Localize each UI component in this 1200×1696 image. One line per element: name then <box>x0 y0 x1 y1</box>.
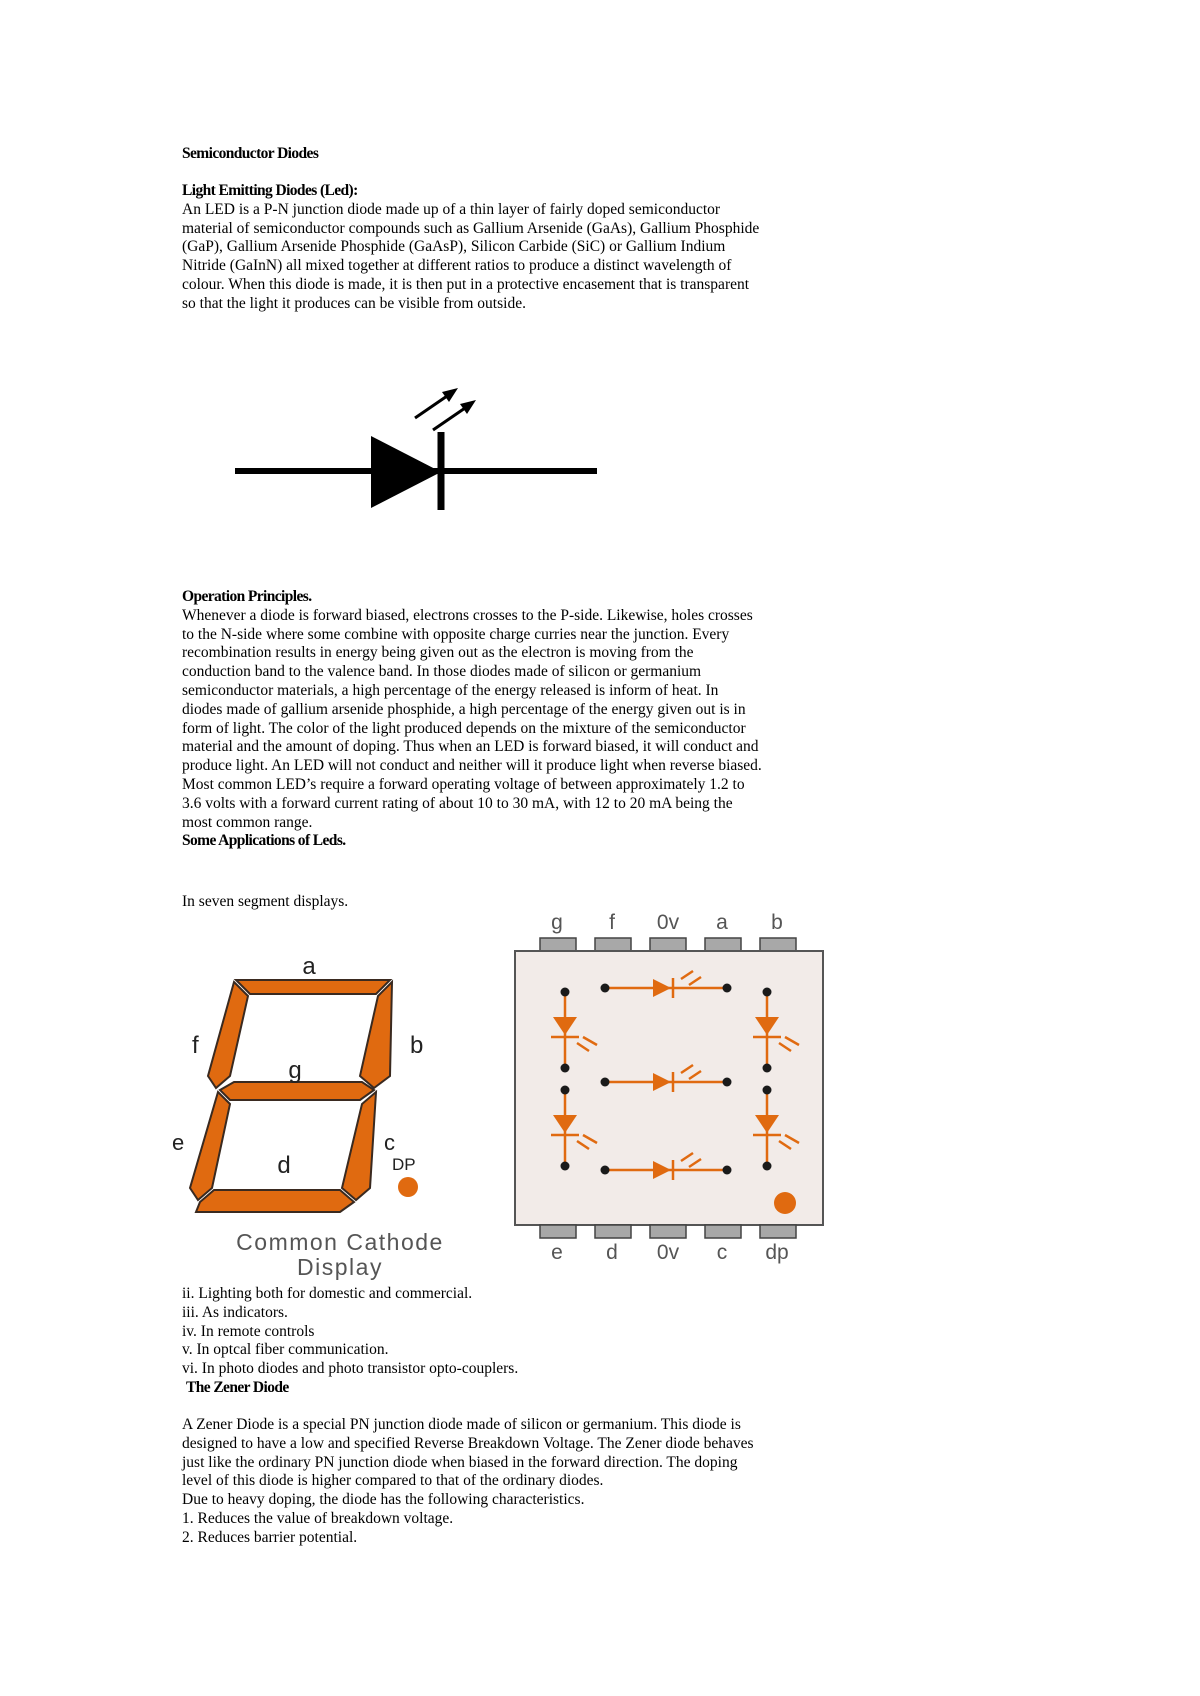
zener-paragraph-2: Due to heavy doping, the diode has the following characteristics. <box>182 1491 585 1509</box>
led-symbol-diagram <box>225 380 605 520</box>
application-item-5: v. In optcal fiber communication. <box>182 1341 389 1359</box>
pin-label-top-1: g <box>551 911 563 934</box>
segment-c <box>342 1092 376 1200</box>
label-a: a <box>302 953 316 980</box>
label-d: d <box>277 1152 291 1179</box>
zener-section <box>182 1416 762 1548</box>
application-item-2: ii. Lighting both for domestic and commercial. <box>182 1285 473 1302</box>
label-e: e <box>172 1130 185 1155</box>
segment-dp-dot <box>398 1177 418 1197</box>
caption-display: Display <box>297 1254 383 1280</box>
pin-label-bottom-4: c <box>716 1241 728 1264</box>
application-list <box>182 1285 762 1398</box>
applications-heading: Some Applications of Leds. <box>182 832 346 850</box>
led-heading: Light Emitting Diodes (Led): <box>182 182 358 199</box>
pin-label-bottom-5: dp <box>765 1241 789 1264</box>
operation-paragraph-1: Whenever a diode is forward biased, electrons crosses to the P-side. Likewise, holes crosses to the N-side where some combine with opposite charge curries near the junction. Every recombination results in energy being given out as the electron is moving from the conduction band to the valence band. In those diodes made of silicon or germanium semiconductor materials, a high percentage of the energy released is inform of heat. In diodes made of gallium arsenide phosphide, a high percentage of the energy given out is in form of light. The color of the light produced depends on the mixture of the semiconductor material and the amount of doping. Thus when an LED is forward biased, it will conduct and produce light. An LED will not conduct and neither will it produce light when reverse biased. <box>182 606 762 775</box>
segment-a <box>236 980 390 994</box>
led-paragraph: An LED is a P-N junction diode made up of a thin layer of fairly doped semiconductor material of semiconductor compounds such as Gallium Arsenide (GaAs), Gallium Phosphide (GaP), Gallium Arsenide Phosphide (GaAsP), Silicon Carbide (SiC) or Gallium Indium Nitride (GaInN) all mixed together at different ratios to produce a distinct wavelength of colour. When this diode is made, it is then put in a protective encasement that is transparent so that the light it produces can be visible from outside. <box>182 200 760 312</box>
top-pins <box>540 938 796 951</box>
segment-e <box>190 1092 230 1200</box>
zener-item-2: 2. Reduces barrier potential. <box>182 1528 358 1546</box>
led-pinout-diagram <box>505 905 825 1265</box>
zener-heading: The Zener Diode <box>186 1378 289 1396</box>
label-g: g <box>288 1057 302 1084</box>
bottom-pins <box>540 1225 796 1238</box>
pin-label-top-2: f <box>609 911 615 934</box>
operation-section <box>182 588 762 851</box>
pin-label-top-4: a <box>716 911 728 934</box>
seven-segment-display-diagram <box>172 950 480 1285</box>
pin-label-bottom-1: e <box>551 1241 563 1264</box>
caption-common-cathode: Common Cathode <box>236 1229 444 1255</box>
document-title: Semiconductor Diodes <box>182 145 319 162</box>
light-emission-arrows-icon <box>415 388 476 430</box>
segment-b <box>360 982 392 1088</box>
operation-paragraph-2: Most common LED’s require a forward operating voltage of between approximately 1.2 to 3.6 volts with a forward current rating of about 10 to 30 mA, with 12 to 20 mA being the most common range. <box>182 775 745 831</box>
label-b: b <box>410 1032 424 1059</box>
application-item-3: iii. As indicators. <box>182 1303 288 1321</box>
pin-label-bottom-3: 0v <box>656 1241 680 1264</box>
label-f: f <box>192 1032 199 1059</box>
led-section <box>182 182 762 314</box>
label-c: c <box>384 1130 395 1155</box>
application-item-4: iv. In remote controls <box>182 1322 315 1340</box>
application-first-item: In seven segment displays. <box>182 893 349 910</box>
zener-item-1: 1. Reduces the value of breakdown voltage. <box>182 1509 454 1527</box>
led-symbol-anode-triangle <box>371 436 441 508</box>
label-dp: DP <box>392 1155 416 1174</box>
pin-label-top-3: 0v <box>656 911 680 934</box>
operation-heading: Operation Principles. <box>182 588 312 605</box>
pin-label-top-5: b <box>771 911 783 934</box>
zener-paragraph-1: A Zener Diode is a special PN junction diode made of silicon or germanium. This diode is designed to have a low and specified Reverse Breakdown Voltage. The Zener diode behaves just like the ordinary PN junction diode when biased in the forward direction. The doping level of this diode is higher compared to that of the ordinary diodes. <box>182 1416 754 1490</box>
application-item-6: vi. In photo diodes and photo transistor opto-couplers. <box>182 1360 519 1378</box>
segment-g <box>220 1082 374 1100</box>
decimal-point-led <box>774 1192 796 1214</box>
pin-label-bottom-2: d <box>606 1241 618 1264</box>
segment-d <box>196 1190 354 1212</box>
segment-f <box>208 982 248 1088</box>
